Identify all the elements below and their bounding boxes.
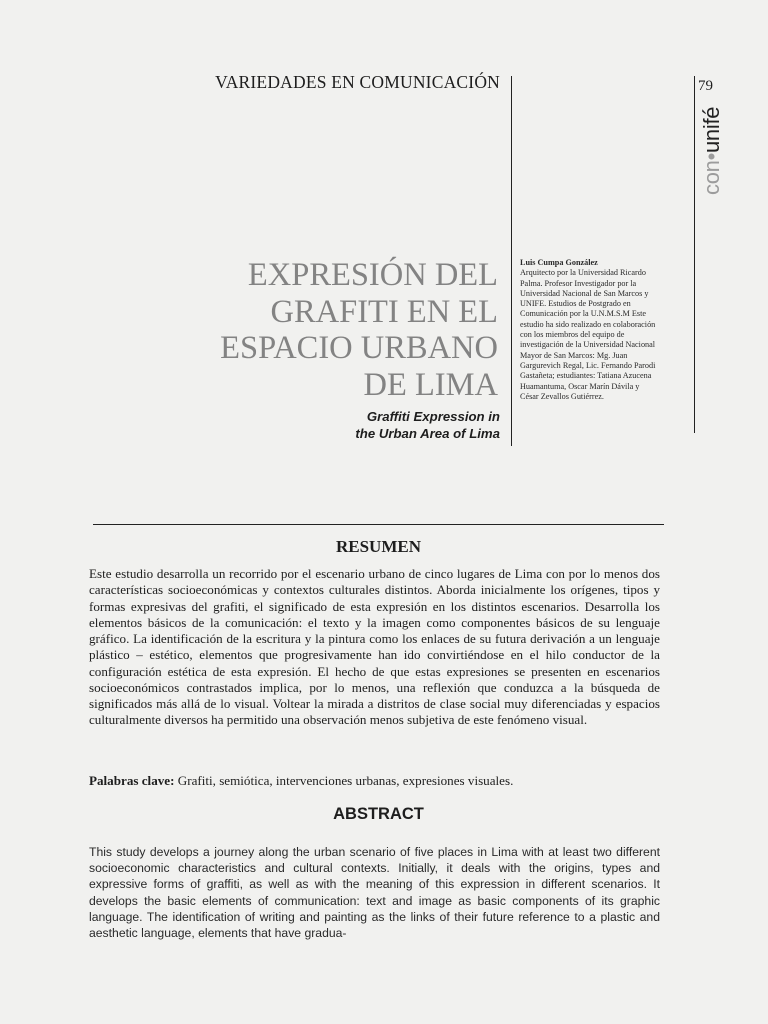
keywords [89, 773, 660, 789]
title-line: ESPACIO URBANO [220, 330, 498, 366]
abstract-text: This study develops a journey along the urban scenario of five places in Lima with at least two different socioeconomic characteristics and cultural contexts. Initially, it deals with the origins, types and expressive forms of graffiti, as well as with the meaning of this expression in different scenarios. It develops the basic elements of communication: text and image as basic components of its graphic language. The identification of writing and painting as the links of their future reference to a plastic and aesthetic language, elements that have gradua- [89, 845, 660, 941]
author-bio: Arquitecto por la Universidad Ricardo Palma. Profesor Investigador por la Universidad Nacional de San Marcos y UNIFE. Estudios de Postgrado en Comunicación por la U.N.M.S.M Este estudio ha sido realizado en colaboración con los miembros del equipo de investigación de la Universidad Nacional Mayor de San Marcos: Mg. Juan Gargurevich Regal, Lic. Fernando Parodi Gastañeta; estudiantes: Tatiana Azucena Huamantuma, Oscar Marín Dávila y César Zevallos Gutiérrez. [520, 268, 656, 401]
section-divider [93, 524, 664, 525]
article-title [140, 257, 498, 403]
subtitle-line: the Urban Area of Lima [355, 426, 500, 441]
article-subtitle [230, 408, 500, 442]
section-heading: VARIEDADES EN COMUNICACIÓN [215, 72, 500, 92]
page-number: 79 [698, 78, 713, 94]
subtitle-line: Graffiti Expression in [366, 409, 500, 424]
title-line: EXPRESIÓN DEL [247, 257, 498, 293]
author-name: Luis Cumpa González [520, 258, 598, 267]
journal-logo [699, 106, 725, 195]
author-info [520, 258, 660, 402]
keywords-list: Grafiti, semiótica, intervenciones urbanas, expresiones visuales. [177, 773, 514, 788]
logo-dot: • [699, 153, 724, 161]
title-line: GRAFITI EN EL [270, 293, 498, 330]
abstract-heading: ABSTRACT [333, 805, 424, 823]
resumen-text: Este estudio desarrolla un recorrido por el escenario urbano de cinco lugares de Lima con por lo menos dos características socioeconómicas y contextos culturales distintos. Aborda inicialmente los orígenes, tipos y formas expresivas del grafiti, el significado de esta expresión en los distintos escenarios. Desarrolla los elementos básicos de la comunicación: el texto y la imagen como componentes básicos de su lenguaje gráfico. La identificación de la escritura y la pintura como los enlaces de su futura derivación a un lenguaje plástico – estético, elementos que progresivamente han ido convirtiéndose en el hilo conductor de la configuración estética de esta expresión. El hecho de que estas expresiones se presenten en escenarios socioeconómicos contrastados implica, por lo menos, una reflexión que conduzca a la búsqueda de significados más allá de lo visual. Voltear la mirada a distritos de clase social muy diferenciadas y espacios culturalmente diversos ha permitido una observación menos subjetiva de este fenómeno visual. [89, 566, 660, 728]
title-line: DE LIMA [363, 366, 498, 403]
keywords-label: Palabras clave: [89, 773, 175, 788]
logo-suffix: unifé [699, 106, 724, 154]
margin-divider-line [694, 76, 695, 433]
logo-prefix: con [699, 160, 724, 195]
header-divider-line [511, 76, 512, 446]
resumen-heading: RESUMEN [335, 537, 421, 556]
